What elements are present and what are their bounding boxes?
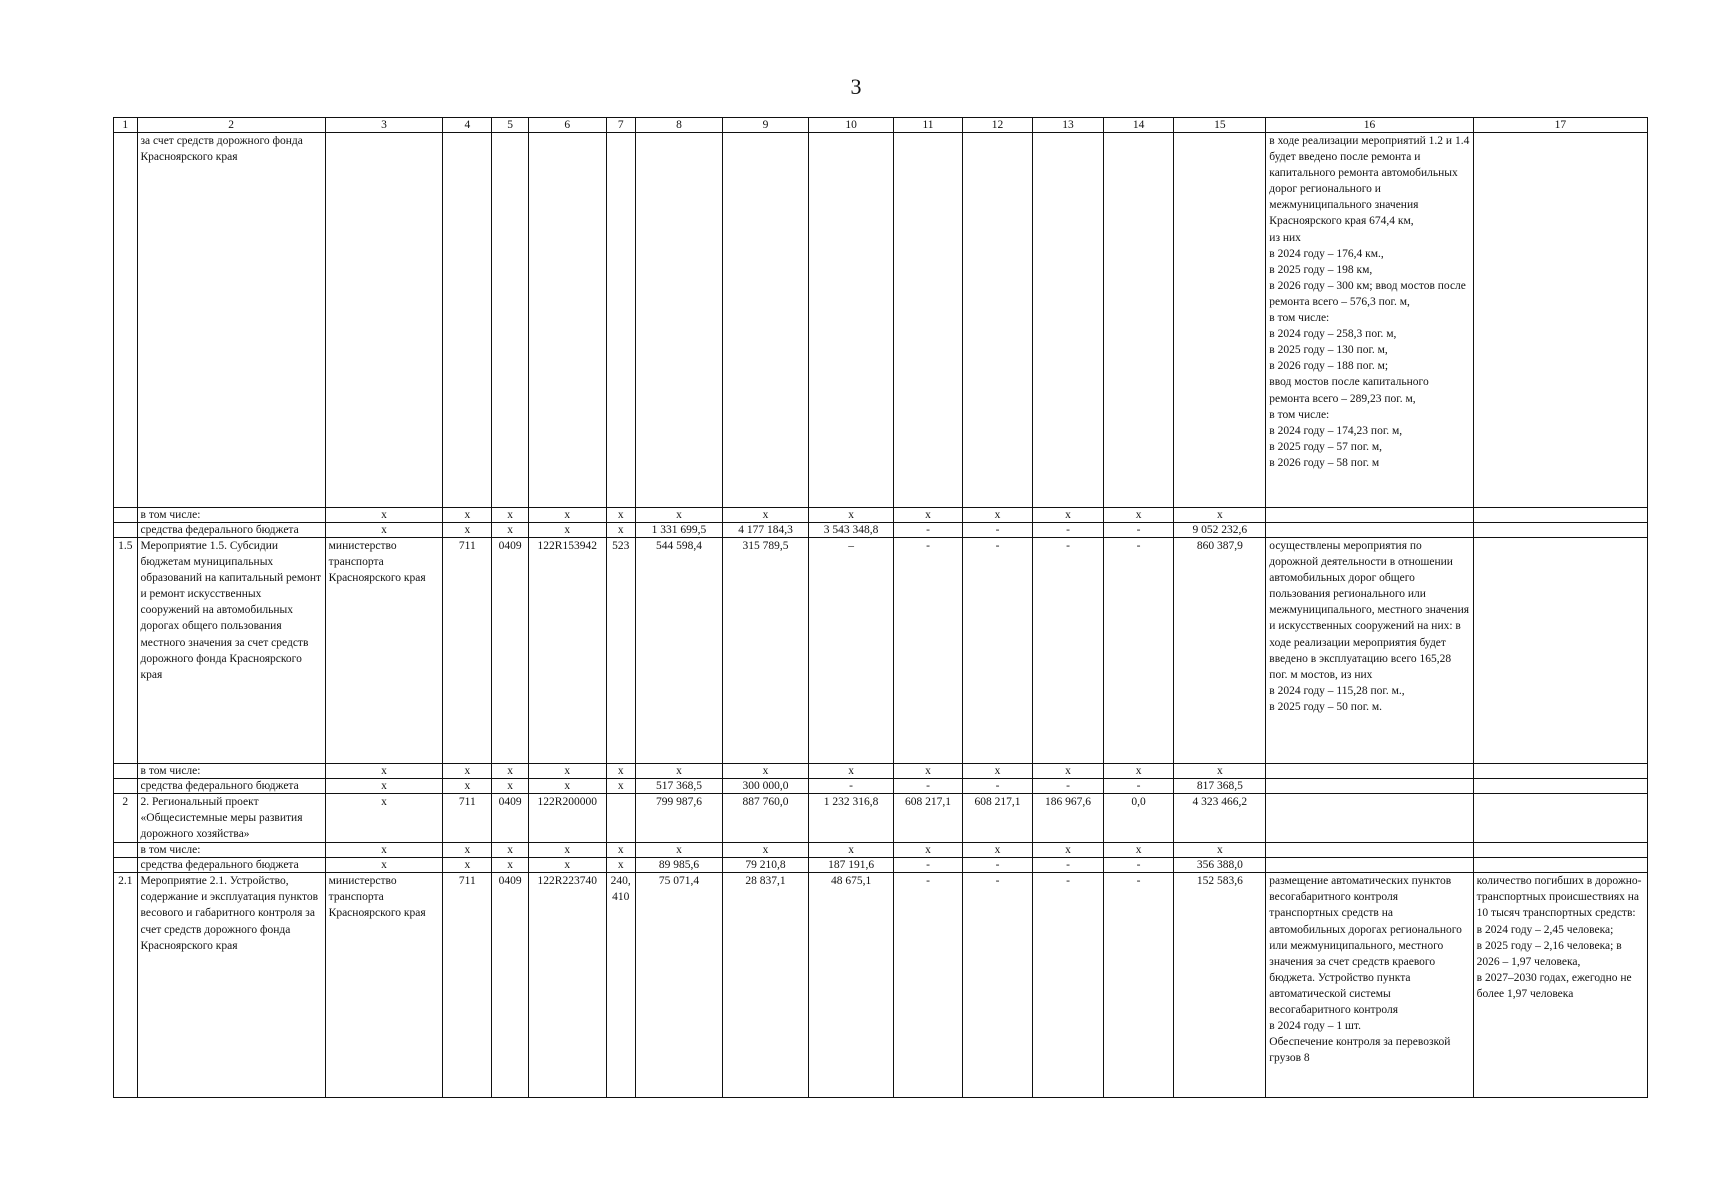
table-row — [114, 779, 1648, 794]
table-cell: - — [1033, 858, 1104, 873]
table-cell: 517 368,5 — [635, 779, 723, 794]
table-row — [114, 794, 1648, 843]
column-header: 5 — [492, 118, 528, 133]
table-cell: 122R200000 — [528, 794, 606, 843]
table-cell: - — [1033, 873, 1104, 1098]
table-cell — [114, 508, 138, 523]
table-cell — [1473, 764, 1647, 779]
table-cell: x — [325, 508, 443, 523]
table-cell: в том числе: — [137, 843, 325, 858]
table-cell: x — [492, 843, 528, 858]
column-header: 3 — [325, 118, 443, 133]
table-cell: - — [894, 873, 962, 1098]
table-cell: 79 210,8 — [723, 858, 809, 873]
table-cell: средства федерального бюджета — [137, 523, 325, 538]
column-header: 9 — [723, 118, 809, 133]
table-cell: 887 760,0 — [723, 794, 809, 843]
column-header: 16 — [1266, 118, 1473, 133]
table-cell: - — [1103, 858, 1174, 873]
table-cell: 186 967,6 — [1033, 794, 1104, 843]
table-cell — [1473, 794, 1647, 843]
table-cell: 711 — [443, 538, 492, 764]
table-cell: - — [1033, 538, 1104, 764]
table-cell — [1473, 843, 1647, 858]
column-header: 8 — [635, 118, 723, 133]
table-cell: в ходе реализации мероприятий 1.2 и 1.4 будет введено после ремонта и капитального ремонта автомобильных дорог регионального и межмуниципального значения Красноярского края 674,4 км, из них в 2024 году – 176,4 км., в 2025 году – 198 км, в 2026 году – 300 км; ввод мостов после ремонта всего – 576,3 пог. м, в том числе: в 2024 году – 258,3 пог. м, в 2025 году – 130 пог. м, в 2026 году – 188 пог. м; ввод мостов после капитального ремонта всего – 289,23 пог. м, в том числе: в 2024 году – 174,23 пог. м, в 2025 году – 57 пог. м, в 2026 году – 58 пог. м — [1266, 133, 1473, 508]
table-cell: в том числе: — [137, 508, 325, 523]
table-cell: 122R223740 — [528, 873, 606, 1098]
table-cell: размещение автоматических пунктов весогабаритного контроля транспортных средств на автомобильных дорогах регионального или межмуниципального, местного значения за счет средств краевого бюджета. Устройство пункта автоматической системы весогабаритного контроля в 2024 году – 1 шт. Обеспечение контроля за перевозкой грузов 8 — [1266, 873, 1473, 1098]
table-cell: осуществлены мероприятия по дорожной деятельности в отношении автомобильных дорог общего пользования регионального или межмуниципального, местного значения и искусственных сооружений на них: в ходе реализации мероприятия будет введено в эксплуатацию всего 165,28 пог. м мостов, из них в 2024 году – 115,28 пог. м., в 2025 году – 50 пог. м. — [1266, 538, 1473, 764]
table-cell: 544 598,4 — [635, 538, 723, 764]
table-cell: x — [528, 764, 606, 779]
table-cell: x — [443, 858, 492, 873]
table-cell: x — [1174, 764, 1266, 779]
table-cell: 2 — [114, 794, 138, 843]
table-cell — [1266, 858, 1473, 873]
column-header: 14 — [1103, 118, 1174, 133]
table-cell: 3 543 348,8 — [808, 523, 894, 538]
table-cell: x — [1033, 508, 1104, 523]
table-cell: - — [1033, 779, 1104, 794]
table-cell: 187 191,6 — [808, 858, 894, 873]
table-cell: 860 387,9 — [1174, 538, 1266, 764]
table-cell — [114, 764, 138, 779]
table-cell — [1266, 764, 1473, 779]
table-cell — [808, 133, 894, 508]
column-header: 1 — [114, 118, 138, 133]
table-cell: x — [325, 794, 443, 843]
table-cell: Мероприятие 2.1. Устройство, содержание и эксплуатация пунктов весового и габаритного контроля за счет средств дорожного фонда Красноярского края — [137, 873, 325, 1098]
table-cell: x — [606, 523, 635, 538]
table-cell: - — [962, 523, 1033, 538]
table-cell: средства федерального бюджета — [137, 779, 325, 794]
table-cell: - — [1103, 538, 1174, 764]
table-cell: x — [808, 843, 894, 858]
table-cell: 0409 — [492, 873, 528, 1098]
table-cell — [1473, 508, 1647, 523]
column-header: 12 — [962, 118, 1033, 133]
table-cell — [1174, 133, 1266, 508]
table-cell — [606, 133, 635, 508]
table-cell: x — [325, 523, 443, 538]
table-cell: 1 331 699,5 — [635, 523, 723, 538]
table-cell: 122R153942 — [528, 538, 606, 764]
table-cell: 0409 — [492, 794, 528, 843]
table-cell — [1266, 523, 1473, 538]
table-cell: 0409 — [492, 538, 528, 764]
table-cell — [1103, 133, 1174, 508]
table-cell: x — [1033, 764, 1104, 779]
table-cell — [1473, 779, 1647, 794]
table-cell: x — [1033, 843, 1104, 858]
table-cell: x — [635, 764, 723, 779]
table-cell: 711 — [443, 794, 492, 843]
table-row — [114, 764, 1648, 779]
table-row — [114, 858, 1648, 873]
table-cell: x — [492, 764, 528, 779]
table-cell: - — [1103, 523, 1174, 538]
table-cell: x — [962, 764, 1033, 779]
table-cell: - — [894, 523, 962, 538]
table-cell: x — [1103, 508, 1174, 523]
table-cell — [635, 133, 723, 508]
column-header: 10 — [808, 118, 894, 133]
table-cell — [723, 133, 809, 508]
table-cell: - — [894, 858, 962, 873]
table-cell — [114, 523, 138, 538]
table-cell: x — [443, 779, 492, 794]
table-cell: x — [528, 843, 606, 858]
table-cell: министерство транспорта Красноярского края — [325, 873, 443, 1098]
table-cell — [114, 858, 138, 873]
table-cell — [894, 133, 962, 508]
table-cell — [1266, 779, 1473, 794]
table-cell: x — [894, 508, 962, 523]
column-header: 15 — [1174, 118, 1266, 133]
table-cell: 356 388,0 — [1174, 858, 1266, 873]
table-cell — [1473, 538, 1647, 764]
table-cell: x — [635, 843, 723, 858]
table-cell — [1473, 858, 1647, 873]
table-cell: x — [528, 858, 606, 873]
table-cell: x — [325, 779, 443, 794]
table-cell: - — [1103, 873, 1174, 1098]
table-row — [114, 523, 1648, 538]
table-row — [114, 508, 1648, 523]
table-cell — [1473, 133, 1647, 508]
table-cell — [325, 133, 443, 508]
table-cell — [1266, 794, 1473, 843]
table-cell: 48 675,1 — [808, 873, 894, 1098]
table-cell: x — [325, 764, 443, 779]
table-cell — [492, 133, 528, 508]
table-cell: 4 177 184,3 — [723, 523, 809, 538]
table-cell: x — [325, 858, 443, 873]
table-cell: 1 232 316,8 — [808, 794, 894, 843]
table-cell: 799 987,6 — [635, 794, 723, 843]
table-cell: Мероприятие 1.5. Субсидии бюджетам муниципальных образований на капитальный ремонт и ремонт искусственных сооружений на автомобильных дорогах общего пользования местного значения за счет средств дорожного фонда Красноярского края — [137, 538, 325, 764]
table-cell: x — [443, 843, 492, 858]
table-cell — [114, 133, 138, 508]
header-row — [114, 118, 1648, 133]
table-cell — [606, 794, 635, 843]
table-cell: x — [894, 764, 962, 779]
table-cell: x — [962, 508, 1033, 523]
table-cell — [962, 133, 1033, 508]
column-header: 2 — [137, 118, 325, 133]
table-cell: x — [443, 764, 492, 779]
table-cell: x — [492, 523, 528, 538]
table-cell: 523 — [606, 538, 635, 764]
table-cell: x — [528, 779, 606, 794]
table-cell: x — [606, 764, 635, 779]
table-cell: x — [1174, 508, 1266, 523]
table-cell: x — [492, 858, 528, 873]
program-table — [113, 117, 1648, 1098]
table-row — [114, 873, 1648, 1098]
table-cell: 152 583,6 — [1174, 873, 1266, 1098]
column-header: 11 — [894, 118, 962, 133]
table-cell: x — [723, 843, 809, 858]
table-cell: 75 071,4 — [635, 873, 723, 1098]
table-cell: - — [1033, 523, 1104, 538]
table-cell: - — [1103, 779, 1174, 794]
table-cell: 300 000,0 — [723, 779, 809, 794]
table-cell: x — [808, 764, 894, 779]
table-cell — [1266, 508, 1473, 523]
page-number: 3 — [850, 74, 862, 99]
table-cell: x — [528, 523, 606, 538]
column-header: 6 — [528, 118, 606, 133]
table-cell: x — [606, 779, 635, 794]
table-cell: x — [325, 843, 443, 858]
table-cell: - — [962, 858, 1033, 873]
table-cell: за счет средств дорожного фонда Красноярского края — [137, 133, 325, 508]
table-cell: x — [1103, 843, 1174, 858]
table-row — [114, 538, 1648, 764]
table-cell: x — [723, 764, 809, 779]
table-cell: x — [723, 508, 809, 523]
table-cell — [1033, 133, 1104, 508]
table-cell: x — [606, 858, 635, 873]
table-cell: x — [808, 508, 894, 523]
table-cell: средства федерального бюджета — [137, 858, 325, 873]
table-cell: 817 368,5 — [1174, 779, 1266, 794]
table-cell — [1266, 843, 1473, 858]
table-cell: x — [894, 843, 962, 858]
table-cell: количество погибших в дорожно-транспортных происшествиях на 10 тысяч транспортных средств: в 2024 году – 2,45 человека; в 2025 году – 2,16 человека; в 2026 – 1,97 человека, в 2027–2030 годах, ежегодно не более 1,97 человека — [1473, 873, 1647, 1098]
table-cell: - — [962, 779, 1033, 794]
table-cell — [1473, 523, 1647, 538]
column-header: 17 — [1473, 118, 1647, 133]
table-cell: 240, 410 — [606, 873, 635, 1098]
table-row — [114, 133, 1648, 508]
table-cell: - — [808, 779, 894, 794]
table-cell: 1.5 — [114, 538, 138, 764]
table-row — [114, 843, 1648, 858]
table-cell: - — [962, 538, 1033, 764]
table-cell — [114, 779, 138, 794]
table-cell: x — [528, 508, 606, 523]
table-cell: 2. Региональный проект «Общесистемные меры развития дорожного хозяйства» — [137, 794, 325, 843]
table-cell: министерство транспорта Красноярского края — [325, 538, 443, 764]
table-cell: 89 985,6 — [635, 858, 723, 873]
table-cell: - — [894, 779, 962, 794]
table-cell: x — [606, 843, 635, 858]
table-cell — [114, 843, 138, 858]
table-cell: 2.1 — [114, 873, 138, 1098]
table-cell: 315 789,5 — [723, 538, 809, 764]
table-cell: x — [1174, 843, 1266, 858]
table-cell: x — [635, 508, 723, 523]
table-cell: x — [443, 523, 492, 538]
table-cell: 711 — [443, 873, 492, 1098]
table-cell: x — [606, 508, 635, 523]
table-cell: x — [962, 843, 1033, 858]
table-cell: 0,0 — [1103, 794, 1174, 843]
column-header: 7 — [606, 118, 635, 133]
column-header: 4 — [443, 118, 492, 133]
table-cell — [443, 133, 492, 508]
table-cell: x — [492, 508, 528, 523]
table-cell: x — [1103, 764, 1174, 779]
table-cell: - — [894, 538, 962, 764]
table-cell: в том числе: — [137, 764, 325, 779]
table-cell: 9 052 232,6 — [1174, 523, 1266, 538]
table-cell: x — [443, 508, 492, 523]
table-cell: x — [492, 779, 528, 794]
table-cell — [528, 133, 606, 508]
table-cell: 608 217,1 — [962, 794, 1033, 843]
column-header: 13 — [1033, 118, 1104, 133]
table-cell: 608 217,1 — [894, 794, 962, 843]
table-cell: 28 837,1 — [723, 873, 809, 1098]
table-cell: - — [962, 873, 1033, 1098]
table-cell: 4 323 466,2 — [1174, 794, 1266, 843]
table-cell: – — [808, 538, 894, 764]
